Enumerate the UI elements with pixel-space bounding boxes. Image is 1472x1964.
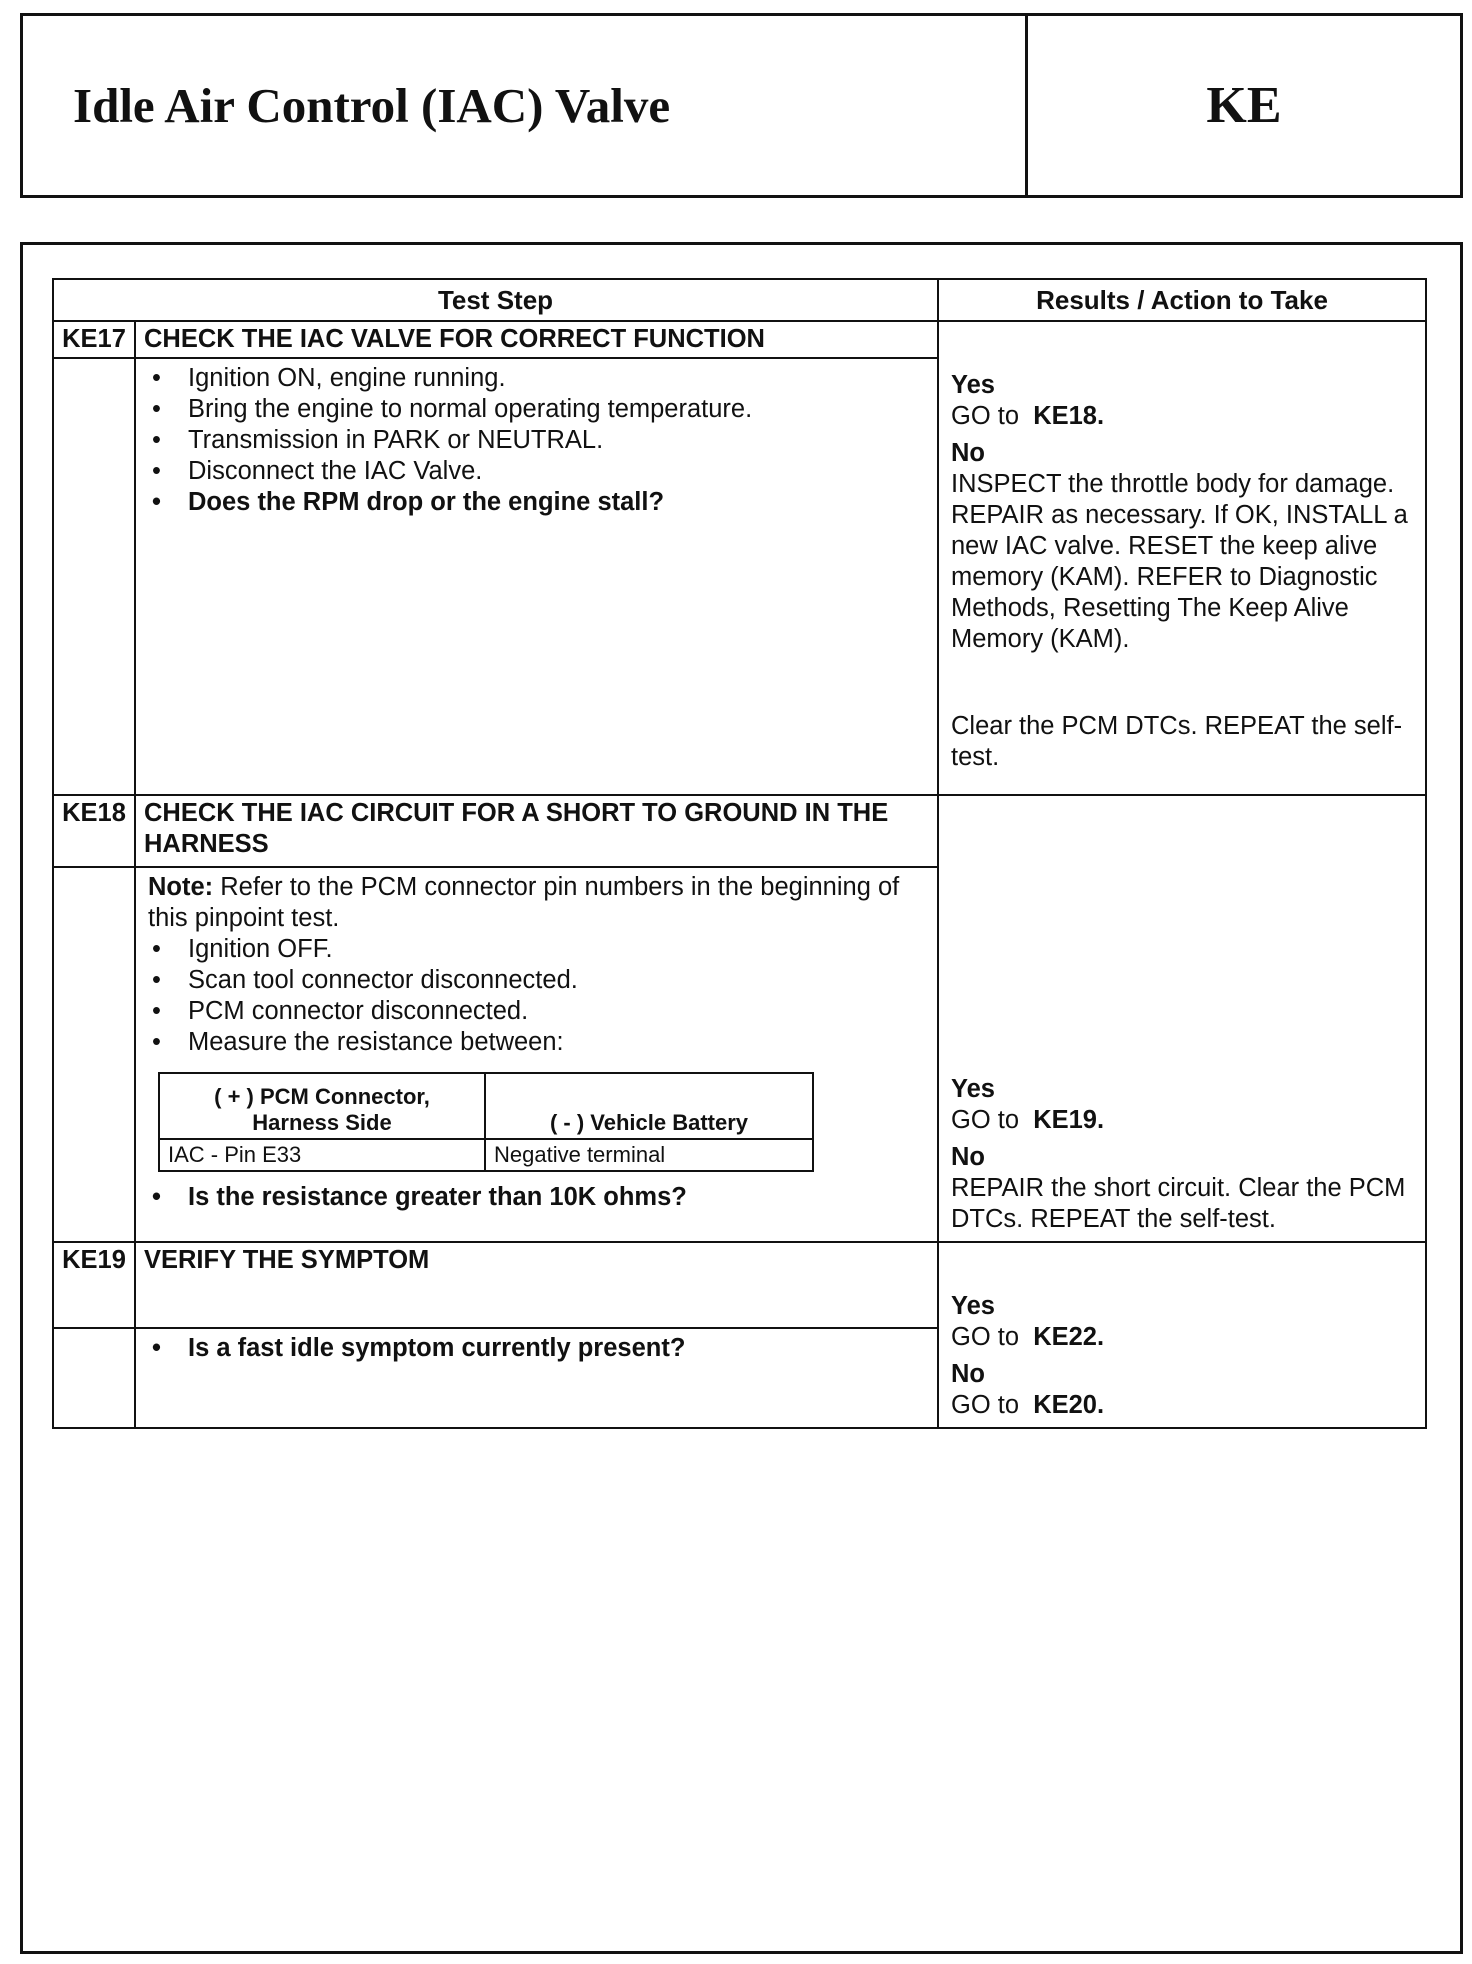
step-header-row — [53, 1242, 1426, 1328]
list-item: • Ignition OFF. — [148, 934, 927, 965]
yes-action: GO to KE19. — [951, 1106, 1105, 1134]
list-item: • Scan tool connector disconnected. — [148, 965, 927, 996]
step-body — [135, 867, 938, 1242]
list-item: • Disconnect the IAC Valve. — [148, 456, 927, 487]
pcm-col-positive: ( + ) PCM Connector, Harness Side — [159, 1073, 485, 1139]
step-title: CHECK THE IAC CIRCUIT FOR A SHORT TO GROUND IN THE HARNESS — [135, 795, 938, 867]
list-item: • Measure the resistance between: — [148, 1027, 927, 1058]
step-body — [135, 1328, 938, 1428]
step-result — [938, 321, 1426, 795]
goto-link: KE18. — [1033, 402, 1105, 430]
col-test-step: Test Step — [53, 279, 938, 321]
page-title: Idle Air Control (IAC) Valve — [23, 16, 1028, 195]
pcm-col-negative: ( - ) Vehicle Battery — [485, 1073, 813, 1139]
section-code: KE — [1206, 77, 1282, 134]
step-header-row — [53, 795, 1426, 867]
step-id: KE17 — [53, 321, 135, 358]
pinpoint-test-table — [52, 278, 1427, 1429]
yes-label: Yes — [951, 1292, 995, 1320]
note: Note: Refer to the PCM connector pin numbers in the beginning of this pinpoint test. — [148, 873, 900, 933]
no-action: GO to KE20. — [951, 1391, 1105, 1419]
goto-link: KE20. — [1033, 1391, 1105, 1419]
step-id: KE19 — [53, 1242, 135, 1328]
no-label: No — [951, 1143, 985, 1171]
step-result — [938, 1242, 1426, 1428]
list-item-question: • Is a fast idle symptom currently present? — [148, 1333, 927, 1364]
extra-action: Clear the PCM DTCs. REPEAT the self-test. — [951, 712, 1403, 771]
goto-link: KE19. — [1033, 1106, 1105, 1134]
yes-action: GO to KE18. — [951, 402, 1105, 430]
table-header-row — [53, 279, 1426, 321]
yes-label: Yes — [951, 371, 995, 399]
step-body — [135, 358, 938, 795]
col-results: Results / Action to Take — [938, 279, 1426, 321]
step-title: CHECK THE IAC VALVE FOR CORRECT FUNCTION — [135, 321, 938, 358]
no-label: No — [951, 439, 985, 467]
list-item-question: • Does the RPM drop or the engine stall? — [148, 487, 927, 518]
yes-action: GO to KE22. — [951, 1323, 1105, 1351]
no-label: No — [951, 1360, 985, 1388]
yes-label: Yes — [951, 1075, 995, 1103]
step-title: VERIFY THE SYMPTOM — [135, 1242, 938, 1328]
pcm-cell-terminal: Negative terminal — [485, 1139, 813, 1171]
goto-link: KE22. — [1033, 1323, 1105, 1351]
list-item: • PCM connector disconnected. — [148, 996, 927, 1027]
list-item: • Bring the engine to normal operating temperature. — [148, 394, 927, 425]
list-item: • Ignition ON, engine running. — [148, 363, 927, 394]
step-result — [938, 795, 1426, 1242]
no-action: INSPECT the throttle body for damage. REPAIR as necessary. If OK, INSTALL a new IAC valve. RESET the keep alive memory (KAM). REFER to Diagnostic Methods, Resetting The Keep Alive Memory (KAM). — [951, 470, 1408, 653]
page-header — [20, 13, 1463, 198]
pcm-cell-pin: IAC - Pin E33 — [159, 1139, 485, 1171]
no-action: REPAIR the short circuit. Clear the PCM DTCs. REPEAT the self-test. — [951, 1174, 1406, 1233]
pcm-measurement-table — [158, 1072, 814, 1172]
step-header-row — [53, 321, 1426, 358]
list-item-question: • Is the resistance greater than 10K ohms? — [148, 1182, 927, 1213]
list-item: • Transmission in PARK or NEUTRAL. — [148, 425, 927, 456]
step-id: KE18 — [53, 795, 135, 867]
